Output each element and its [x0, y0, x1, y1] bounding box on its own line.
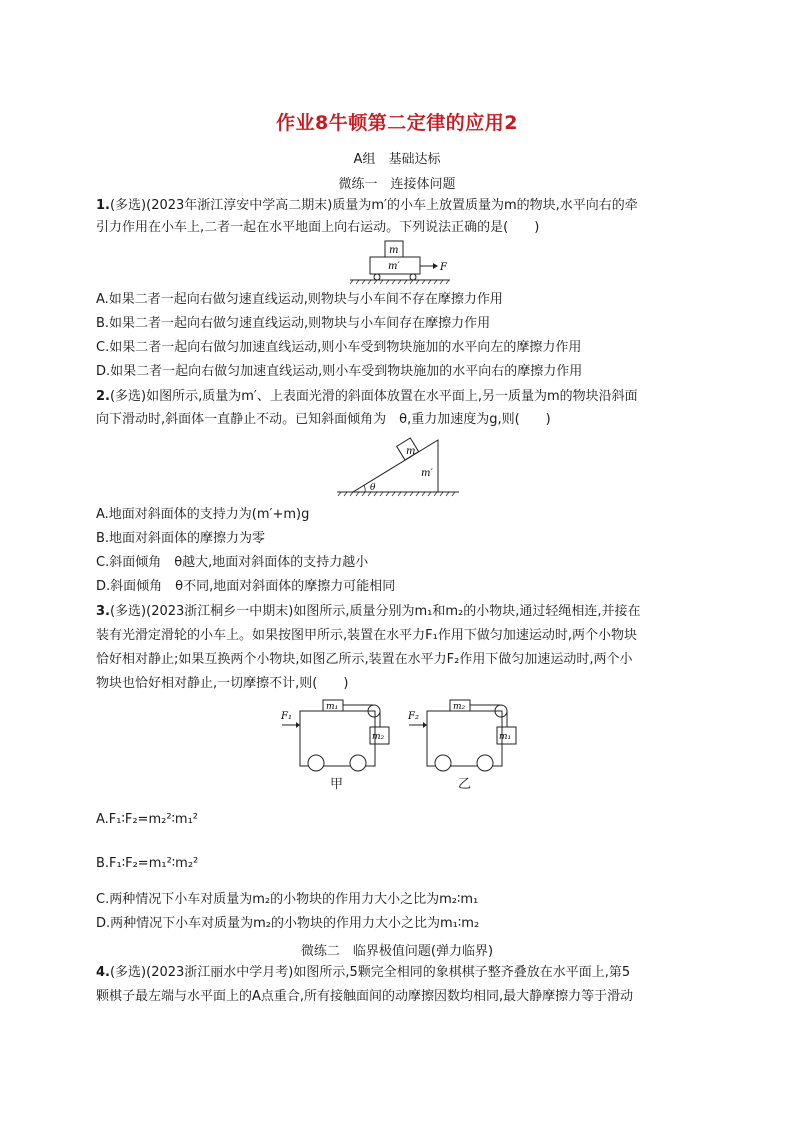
q4-text-1: (多选)(2023浙江丽水中学月考)如图所示,5颗完全相同的象棋棋子整齐叠放在水平面上,第5: [109, 965, 631, 980]
page-title: 作业8牛顿第二定律的应用2: [276, 112, 518, 134]
q3-option-c: C.两种情况下小车对质量为m₂的小物块的作用力大小之比为m₂∶m₁: [96, 892, 479, 907]
q3-stem-line4: 物块也恰好相对静止,一切摩擦不计,则( ): [96, 676, 349, 691]
q3-text-1: (多选)(2023浙江桐乡一中期末)如图所示,质量分别为m₁和m₂的小物块,通过轻绳相连,并接在: [109, 604, 641, 619]
q2-angle-arc: [364, 485, 365, 492]
q3r-force-arrowhead: [423, 722, 427, 728]
q3-option-d: D.两种情况下小车对质量为m₂的小物块的作用力大小之比为m₁∶m₂: [96, 916, 480, 931]
q3-option-b: B.F₁∶F₂=m₁²∶m₂²: [96, 856, 199, 871]
q2-number: 2.: [96, 389, 110, 404]
q3r-top-label: m₂: [453, 702, 466, 712]
group-heading: A组 基础达标: [353, 152, 441, 167]
q4-stem-line1: [96, 965, 630, 981]
q3r-wheel-left: [435, 755, 451, 771]
q3r-wheel-right: [477, 755, 493, 771]
q1-number: 1.: [96, 198, 110, 213]
q2-label-m: m: [406, 446, 416, 457]
q3l-wheel-left: [308, 755, 324, 771]
q1-figure-cart: [345, 238, 455, 286]
q3-stem-line1: [96, 604, 641, 620]
q1-option-b: B.如果二者一起向右做匀速直线运动,则物块与小车间存在摩擦力作用: [96, 316, 491, 331]
q1-stem-line1: [96, 198, 638, 214]
q2-stem-line1: [96, 389, 638, 405]
q1-label-mp: m′: [388, 261, 400, 272]
q1-option-a: A.如果二者一起向右做匀速直线运动,则物块与小车间不存在摩擦力作用: [96, 292, 503, 307]
q4-number: 4.: [96, 965, 110, 980]
q2-option-c: C.斜面倾角 θ越大,地面对斜面体的支持力越小: [96, 555, 369, 570]
q1-wheel-right: [410, 274, 416, 280]
q1-option-d: D.如果二者一起向右做匀加速直线运动,则小车受到物块施加的水平向右的摩擦力作用: [96, 364, 583, 379]
section-heading-1: 微练一 连接体问题: [338, 177, 456, 192]
q1-label-m: m: [389, 245, 399, 256]
q3l-side-label: m₂: [372, 732, 385, 742]
q1-wheel-left: [374, 274, 380, 280]
q1-ground-hatch: [350, 280, 449, 284]
q2-option-d: D.斜面倾角 θ不同,地面对斜面体的摩擦力可能相同: [96, 579, 396, 594]
q3r-side-label: m₁: [499, 732, 512, 742]
q1-stem-line2: 引力作用在小车上,二者一起在水平地面上向右运动。下列说法正确的是( ): [96, 220, 540, 235]
q1-force-arrowhead: [433, 263, 438, 269]
q2-option-a: A.地面对斜面体的支持力为(m′+m)g: [96, 507, 310, 522]
q3l-wheel-right: [350, 755, 366, 771]
q1-option-c: C.如果二者一起向右做匀加速直线运动,则小车受到物块施加的水平向左的摩擦力作用: [96, 340, 582, 355]
q3-option-a: A.F₁∶F₂=m₂²∶m₁²: [96, 812, 199, 827]
q2-text-1: (多选)如图所示,质量为m′、上表面光滑的斜面体放置在水平面上,另一质量为m的物块沿斜面: [109, 389, 638, 404]
q3-stem-line3: 恰好相对静止;如果互换两个小物块,如图乙所示,装置在水平力F₂作用下做匀加速运动时,两个小: [96, 652, 633, 667]
q3l-force-label: F₁: [281, 711, 292, 722]
q3r-force-label: F₂: [408, 711, 419, 722]
section-heading-2: 微练二 临界极值问题(弹力临界): [300, 944, 494, 959]
q3-caption-right: 乙: [458, 777, 472, 792]
q1-text-1: (多选)(2023年浙江淳安中学高二期末)质量为m′的小车上放置质量为m的物块,水平向右的牵: [109, 198, 638, 213]
q3-caption-left: 甲: [330, 777, 344, 792]
q4-stem-line2: 颗棋子最左端与水平面上的A点重合,所有接触面间的动摩擦因数均相同,最大静摩擦力等于滑动: [96, 989, 634, 1004]
q1-label-F: F: [440, 262, 447, 273]
q3l-force-arrowhead: [296, 722, 300, 728]
q2-figure-incline: [333, 432, 463, 500]
q3-number: 3.: [96, 604, 110, 619]
q2-stem-line2: 向下滑动时,斜面体一直静止不动。已知斜面倾角为 θ,重力加速度为g,则( ): [96, 412, 551, 427]
q2-label-mp: m′: [421, 468, 433, 479]
q2-label-theta: θ: [370, 483, 376, 493]
q2-ground-hatch: [338, 492, 455, 496]
q3-stem-line2: 装有光滑定滑轮的小车上。如果按图甲所示,装置在水平力F₁作用下做匀加速运动时,两个小物块: [96, 628, 637, 643]
q2-incline: [353, 440, 438, 492]
q2-option-b: B.地面对斜面体的摩擦力为零: [96, 531, 266, 546]
q3l-top-label: m₁: [326, 702, 339, 712]
